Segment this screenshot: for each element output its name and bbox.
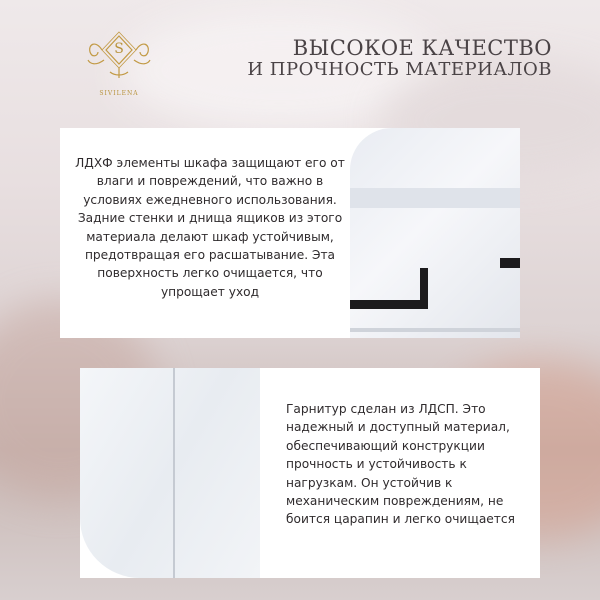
brand-logo (82, 30, 156, 97)
drawer-handle-right (500, 258, 520, 268)
brand-name: SIVILENA (99, 90, 139, 97)
drawer-bottom-edge (350, 328, 520, 332)
page-title (247, 36, 552, 81)
brand-monogram: S (114, 41, 124, 57)
title-line-1: ВЫСОКОЕ КАЧЕСТВО (292, 36, 552, 60)
title-line-2: И ПРОЧНОСТЬ МАТЕРИАЛОВ (247, 59, 552, 81)
cabinet-doors-photo (80, 368, 260, 578)
door-gap (173, 368, 175, 578)
ldsp-description: Гарнитур сделан из ЛДСП. Это надежный и доступный материал, обеспечивающий конструкции прочность и устойчивость к нагрузкам. Он устойчив к механическим повреждениям, не боится царапин и легко очищается (286, 402, 515, 527)
drawer-top-edge (350, 188, 520, 208)
ldhf-description: ЛДХФ элементы шкафа защищают его от влаги и повреждений, что важно в условиях ежедневного использования. Задние стенки и днища ящиков из этого материала делают шкаф устойчивым, предотвращая его расшатывание. Эта поверхность легко очищается, что упрощает уход (75, 156, 345, 299)
drawer-handle-side (420, 268, 428, 309)
drawer-handle (350, 300, 428, 309)
ornament-icon (82, 30, 156, 88)
drawer-photo (350, 128, 520, 338)
